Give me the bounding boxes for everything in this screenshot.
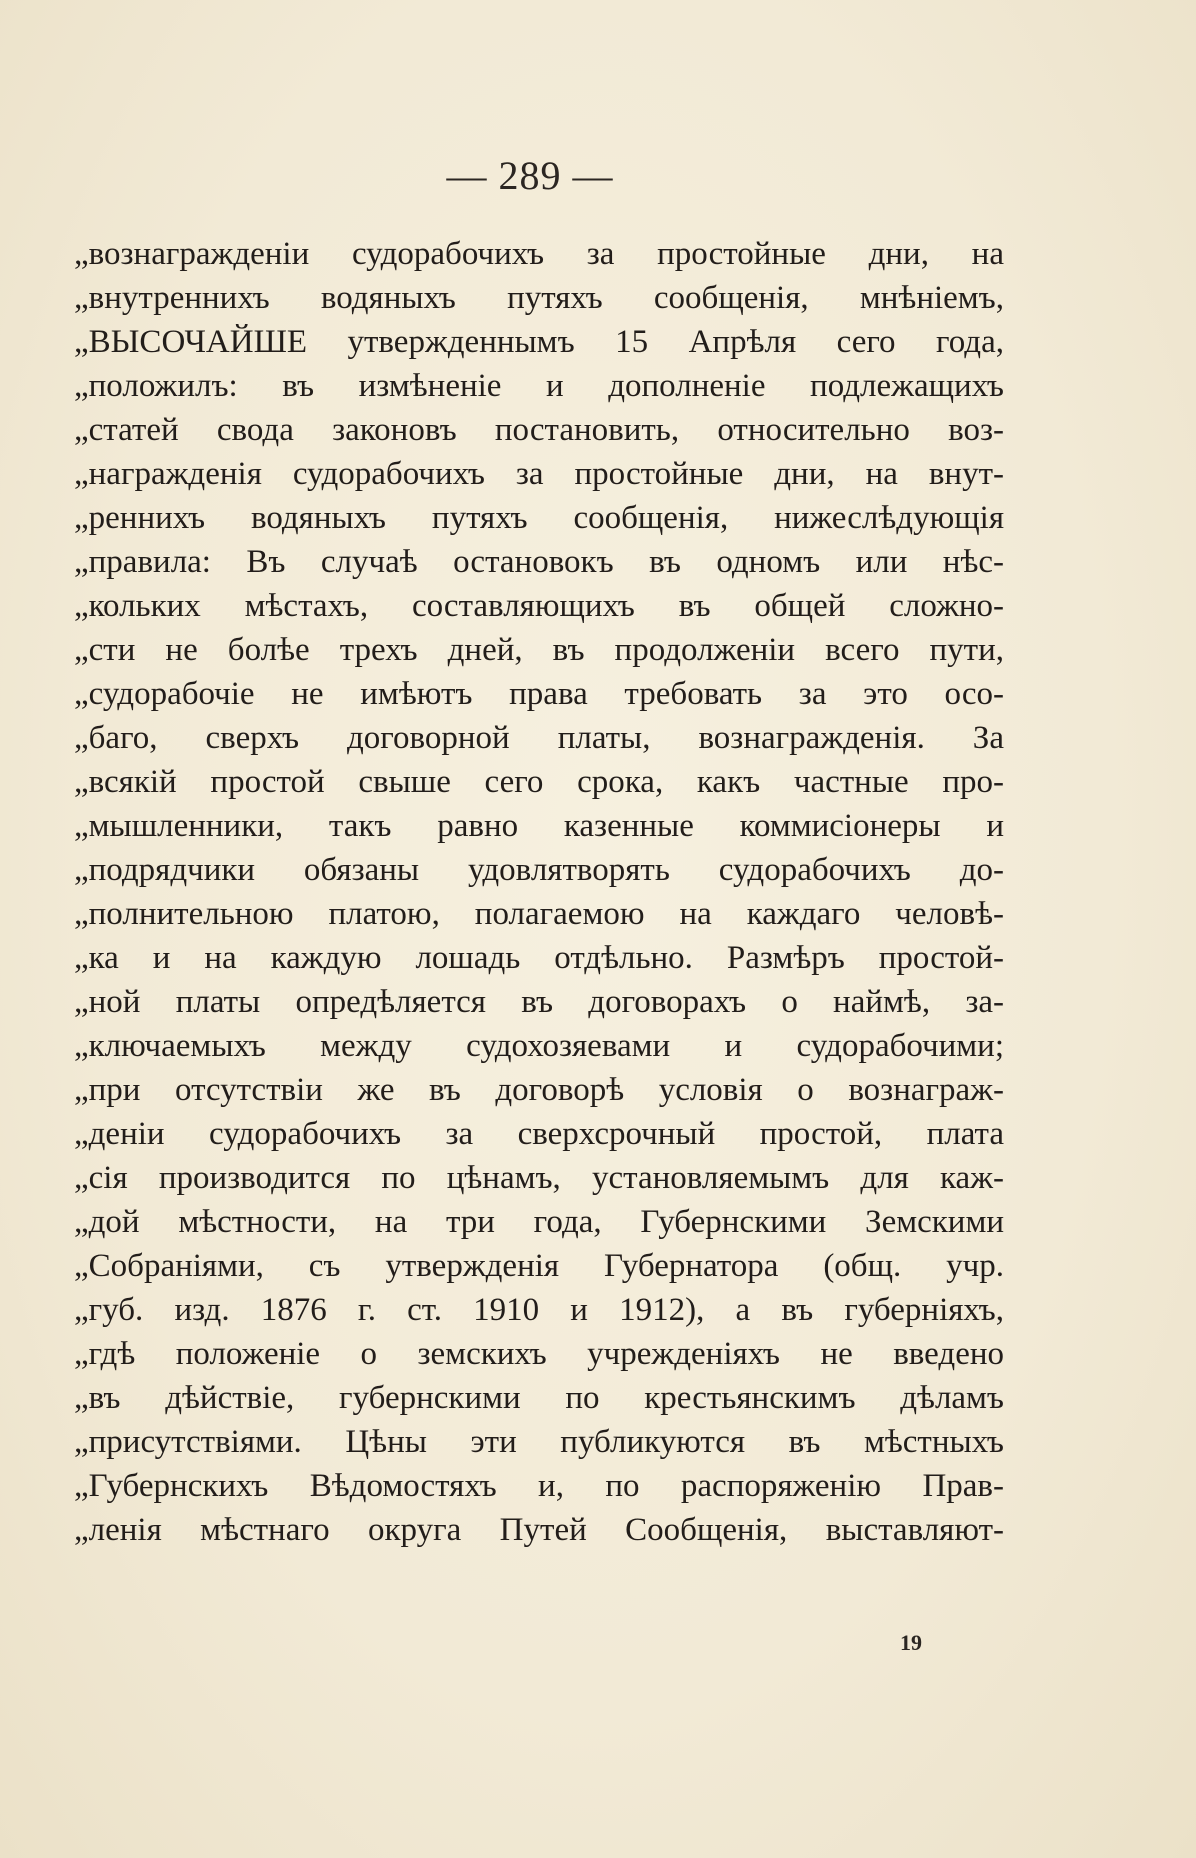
text-line: „ка и на каждую лошадь отдѣльно. Размѣръ простой- bbox=[74, 940, 1004, 976]
text-line: „вознагражденіи судорабочихъ за простойные дни, на bbox=[74, 236, 1004, 272]
text-line: „внутреннихъ водяныхъ путяхъ сообщенія, мнѣніемъ, bbox=[74, 280, 1004, 316]
text-line: „всякій простой свыше сего срока, какъ частные про- bbox=[74, 764, 1004, 800]
text-line: „баго, сверхъ договорной платы, вознагражденія. За bbox=[74, 720, 1004, 756]
body-text bbox=[74, 232, 1004, 1552]
signature-mark: 19 bbox=[900, 1630, 922, 1655]
text-line: „при отсутствіи же въ договорѣ условія о вознаграж- bbox=[74, 1072, 1004, 1108]
text-line: „положилъ: въ измѣненіе и дополненіе подлежащихъ bbox=[74, 368, 1004, 404]
text-line: „деніи судорабочихъ за сверхсрочный простой, плата bbox=[74, 1116, 1004, 1152]
text-line: „сти не болѣе трехъ дней, въ продолженіи всего пути, bbox=[74, 632, 1004, 668]
text-line: „Губернскихъ Вѣдомостяхъ и, по распоряженію Прав- bbox=[74, 1468, 1004, 1504]
text-line: „ВЫСОЧАЙШЕ утвержденнымъ 15 Апрѣля сего года, bbox=[74, 324, 1004, 360]
text-line: „губ. изд. 1876 г. ст. 1910 и 1912), а въ губерніяхъ, bbox=[74, 1292, 1004, 1328]
text-line: „гдѣ положеніе о земскихъ учрежденіяхъ не введено bbox=[74, 1336, 1004, 1372]
text-line: „правила: Въ случаѣ остановокъ въ одномъ или нѣс- bbox=[74, 544, 1004, 580]
text-line: „награжденія судорабочихъ за простойные дни, на внут- bbox=[74, 456, 1004, 492]
text-line: „статей свода законовъ постановить, относительно воз- bbox=[74, 412, 1004, 448]
text-line: „подрядчики обязаны удовлятворять судорабочихъ до- bbox=[74, 852, 1004, 888]
text-line: „дой мѣстности, на три года, Губернскими Земскими bbox=[74, 1204, 1004, 1240]
text-line: „судорабочіе не имѣютъ права требовать за это осо- bbox=[74, 676, 1004, 712]
text-line: „реннихъ водяныхъ путяхъ сообщенія, нижеслѣдующія bbox=[74, 500, 1004, 536]
text-line: „ленія мѣстнаго округа Путей Сообщенія, выставляют- bbox=[74, 1512, 1004, 1548]
page-number: — 289 — bbox=[446, 153, 614, 198]
text-line: „мышленники, такъ равно казенные коммисіонеры и bbox=[74, 808, 1004, 844]
text-line: „ключаемыхъ между судохозяевами и судорабочими; bbox=[74, 1028, 1004, 1064]
text-line: „присутствіями. Цѣны эти публикуются въ мѣстныхъ bbox=[74, 1424, 1004, 1460]
text-line: „ной платы опредѣляется въ договорахъ о наймѣ, за- bbox=[74, 984, 1004, 1020]
text-line: „сія производится по цѣнамъ, установляемымъ для каж- bbox=[74, 1160, 1004, 1196]
text-line: „въ дѣйствіе, губернскими по крестьянскимъ дѣламъ bbox=[74, 1380, 1004, 1416]
text-line: „Собраніями, съ утвержденія Губернатора (общ. учр. bbox=[74, 1248, 1004, 1284]
text-line: „полнительною платою, полагаемою на каждаго человѣ- bbox=[74, 896, 1004, 932]
text-line: „кольких мѣстахъ, составляющихъ въ общей сложно- bbox=[74, 588, 1004, 624]
